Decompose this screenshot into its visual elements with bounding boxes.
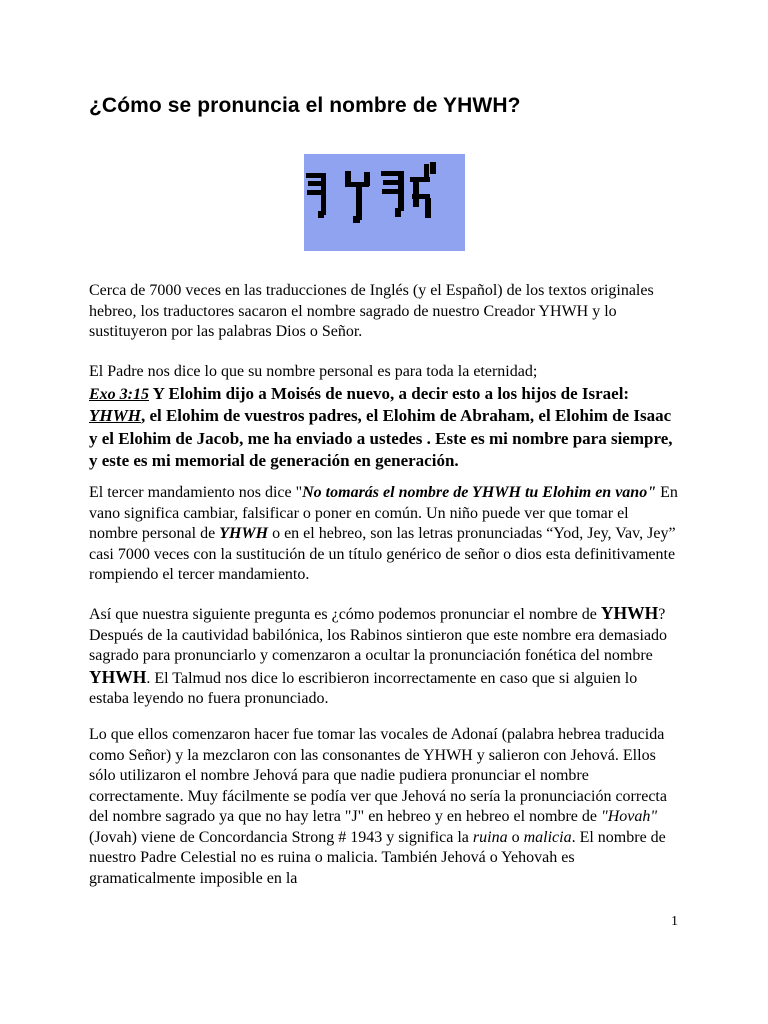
jehova-ruina: ruina	[472, 828, 508, 846]
scripture-text-b: , el Elohim de vuestros padres, el Elohim de Abraham, el Elohim de Isaac y el Elohim de Jacob, me ha enviado a ustedes . Este es mi nombre para siempre, y este es mi memorial de generación en generación.	[89, 406, 673, 470]
commandment-text-a: El tercer mandamiento nos dice "	[89, 484, 303, 501]
pronunciation-yhwh-1: YHWH	[600, 603, 659, 623]
jehova-malicia: malicia	[523, 828, 572, 846]
paragraph-intro: Cerca de 7000 veces en las traducciones de Inglés (y el Español) de los textos originales hebreo, los traductores sacaron el nombre sagrado de nuestro Creador YHWH y lo sustituyeron por las palabras Dios o Señor.	[89, 282, 654, 340]
paragraph-jehova	[89, 725, 681, 889]
commandment-text-b: En vano significa cambiar, falsificar o poner en común. Un niño puede ver que tomar el nombre personal de	[89, 484, 678, 542]
jehova-text-a: Lo que ellos comenzaron hacer fue tomar las vocales de Adonaí (palabra hebrea traducida como Señor) y la mezclaron con las consonantes de YHWH y salieron con Jehová. Ellos sólo utilizaron el nombre Jehová para que nadie pudiera pronunciar el nombre correctamente. Muy fácilmente se podía ver que Jehová no sería la pronunciación correcta del nombre sagrado ya que no hay letra "J" en hebreo y en hebreo el nombre de	[89, 726, 667, 825]
paleo-hebrew-yhwh-icon	[304, 154, 465, 251]
pronunciation-text-a: Así que nuestra siguiente pregunta es ¿cómo podemos pronunciar el nombre de	[89, 606, 601, 623]
paragraph-exodus-intro: El Padre nos dice lo que su nombre personal es para toda la eternidad;	[89, 363, 538, 380]
jehova-text-c: o	[507, 828, 524, 846]
pronunciation-text-c: . El Talmud nos dice lo escribieron incorrectamente en caso que si alguien lo estaba leyendo no fuera pronunciado.	[89, 669, 638, 707]
pronunciation-text-b: ? Después de la cautividad babilónica, los Rabinos sintieron que este nombre era demasiado sagrado para pronunciarlo y comenzaron a ocultar la pronunciación fonética del nombre	[89, 606, 668, 664]
paragraph-pronunciation	[89, 603, 681, 710]
paragraph-commandment	[89, 483, 681, 586]
commandment-yhwh: YHWH	[219, 525, 269, 542]
scripture-text-a: Y Elohim dijo a Moisés de nuevo, a decir esto a los hijos de Israel:	[149, 383, 630, 403]
pronunciation-yhwh-2: YHWH	[89, 666, 147, 687]
commandment-quote: No tomarás el nombre de YHWH tu Elohim en vano"	[302, 484, 657, 501]
jehova-text-b: (Jovah) viene de Concordancia Strong # 1943 y significa la	[89, 828, 473, 846]
paragraph-exodus	[89, 362, 681, 473]
scripture-yhwh: YHWH	[89, 406, 141, 425]
commandment-text-c: o en el hebreo, son las letras pronunciadas “Yod, Jey, Vav, Jey” casi 7000 veces con la sustitución de un título genérico de señor o dios esta definitivamente rompiendo el tercer mandamiento.	[89, 525, 676, 583]
jehova-text-d: . El nombre de nuestro Padre Celestial no es ruina o malicia. También Jehová o Yehovah es gramaticalmente imposible en la	[89, 828, 666, 887]
page-title: ¿Cómo se pronuncia el nombre de YHWH?	[89, 94, 521, 117]
yhwh-logo-image	[304, 154, 465, 251]
scripture-reference: Exo 3:15	[89, 385, 149, 403]
jehova-hovah: "Hovah"	[600, 808, 658, 825]
page-number: 1	[671, 914, 678, 929]
